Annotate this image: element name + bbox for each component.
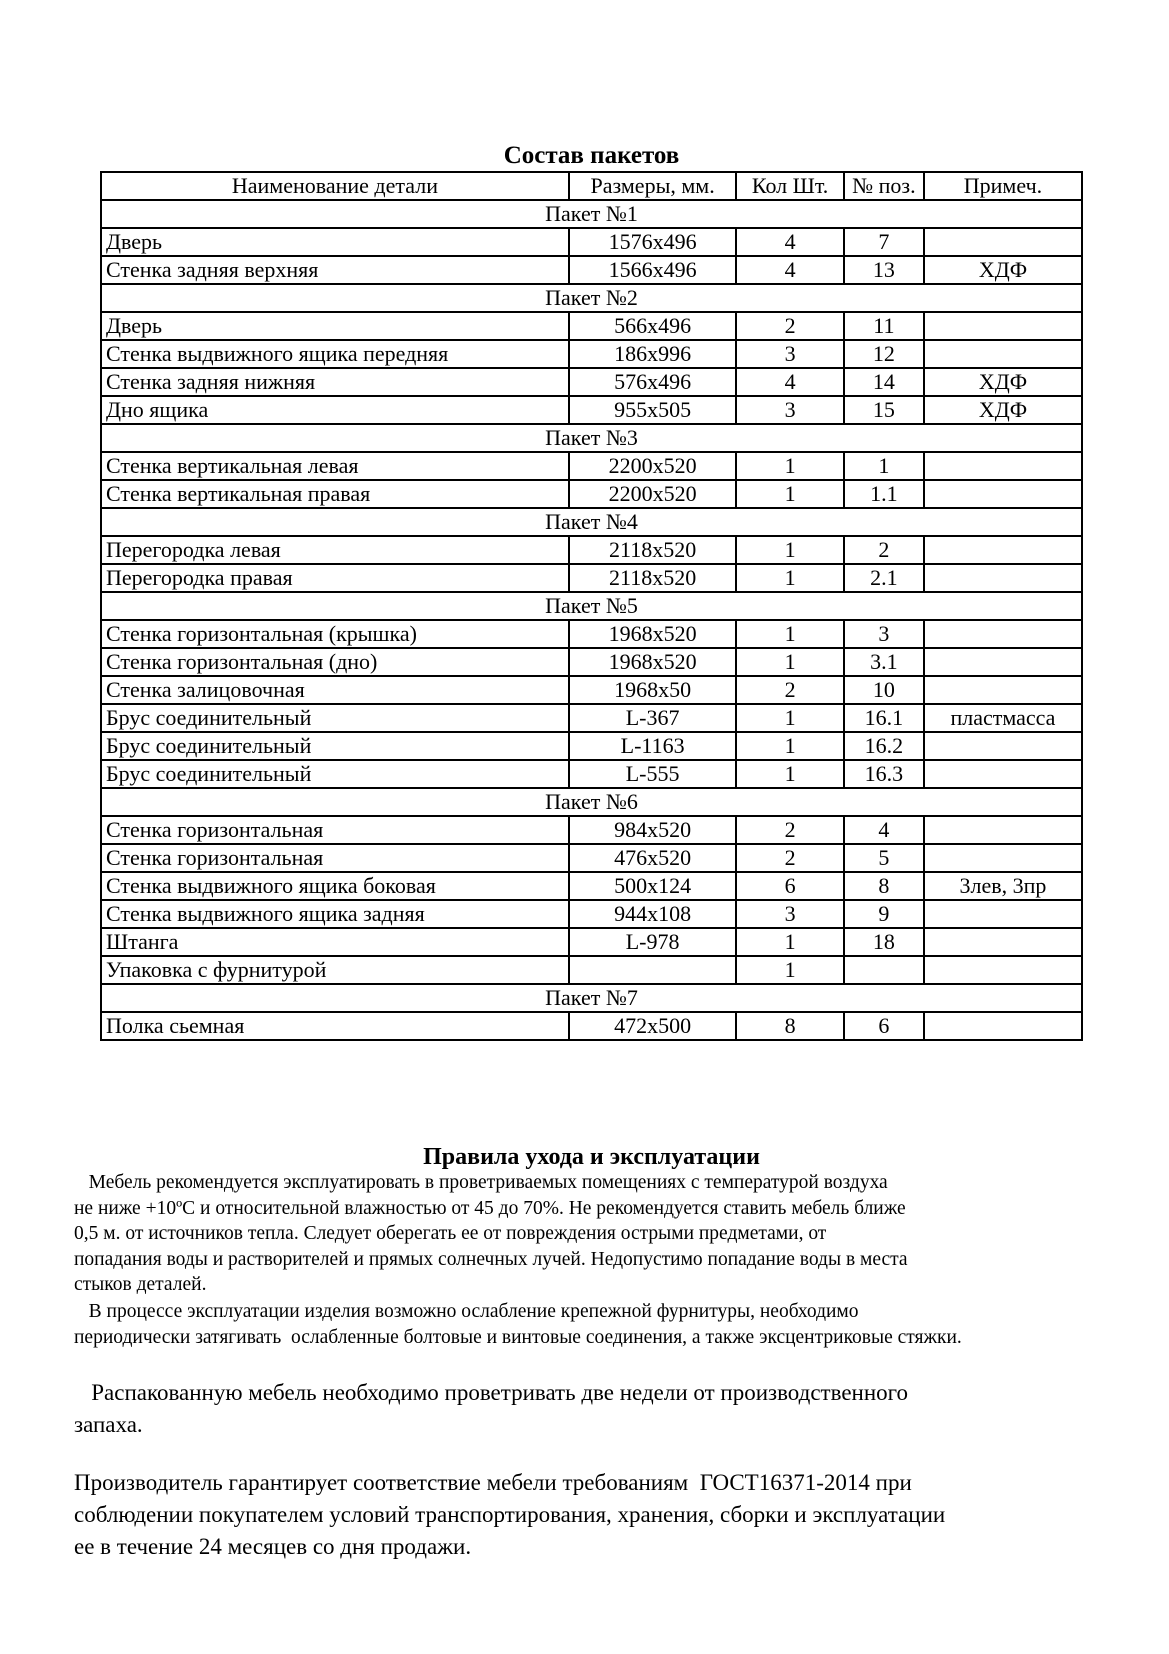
cell-qty: 2 bbox=[736, 312, 843, 340]
table-row bbox=[101, 312, 1082, 340]
group-row bbox=[101, 592, 1082, 620]
cell-qty: 3 bbox=[736, 396, 843, 424]
cell-pos: 5 bbox=[844, 844, 924, 872]
cell-note: ХДФ bbox=[924, 396, 1082, 424]
text-line: не ниже +10ºС и относительной влажностью от 45 до 70%. Не рекомендуется ставить мебель ближе bbox=[74, 1197, 906, 1219]
cell-size: 2118х520 bbox=[569, 536, 737, 564]
table-row bbox=[101, 648, 1082, 676]
header-size: Размеры, мм. bbox=[569, 172, 737, 200]
cell-qty: 1 bbox=[736, 564, 843, 592]
table-row bbox=[101, 760, 1082, 788]
airing-paragraph bbox=[74, 1377, 908, 1441]
cell-pos: 11 bbox=[844, 312, 924, 340]
cell-size: L-978 bbox=[569, 928, 737, 956]
cell-name: Брус соединительный bbox=[101, 732, 569, 760]
cell-pos: 1 bbox=[844, 452, 924, 480]
cell-note: 3лев, 3пр bbox=[924, 872, 1082, 900]
text-line: 0,5 м. от источников тепла. Следует оберегать ее от повреждения острыми предметами, от bbox=[74, 1223, 827, 1244]
cell-pos: 14 bbox=[844, 368, 924, 396]
table-row bbox=[101, 900, 1082, 928]
cell-name: Стенка выдвижного ящика передняя bbox=[101, 340, 569, 368]
cell-note bbox=[924, 732, 1082, 760]
table-row bbox=[101, 396, 1082, 424]
cell-qty: 3 bbox=[736, 900, 843, 928]
table-row bbox=[101, 704, 1082, 732]
cell-pos: 3 bbox=[844, 620, 924, 648]
cell-note bbox=[924, 340, 1082, 368]
cell-pos bbox=[844, 956, 924, 984]
cell-name: Стенка горизонтальная bbox=[101, 844, 569, 872]
group-label: Пакет №6 bbox=[101, 788, 1082, 816]
cell-size: 955х505 bbox=[569, 396, 737, 424]
cell-note: ХДФ bbox=[924, 256, 1082, 284]
cell-size: 1566х496 bbox=[569, 256, 737, 284]
cell-name: Полка сьемная bbox=[101, 1012, 569, 1040]
cell-pos: 9 bbox=[844, 900, 924, 928]
cell-size: L-367 bbox=[569, 704, 737, 732]
table-row bbox=[101, 928, 1082, 956]
cell-size: 566х496 bbox=[569, 312, 737, 340]
group-label: Пакет №7 bbox=[101, 984, 1082, 1012]
cell-note bbox=[924, 620, 1082, 648]
table-row bbox=[101, 844, 1082, 872]
cell-size: 1576х496 bbox=[569, 228, 737, 256]
cell-pos: 16.1 bbox=[844, 704, 924, 732]
cell-qty: 1 bbox=[736, 620, 843, 648]
cell-pos: 1.1 bbox=[844, 480, 924, 508]
cell-note bbox=[924, 480, 1082, 508]
cell-note bbox=[924, 956, 1082, 984]
table-row bbox=[101, 564, 1082, 592]
table-row bbox=[101, 256, 1082, 284]
cell-pos: 8 bbox=[844, 872, 924, 900]
cell-qty: 1 bbox=[736, 704, 843, 732]
cell-pos: 18 bbox=[844, 928, 924, 956]
cell-note bbox=[924, 844, 1082, 872]
cell-qty: 1 bbox=[736, 452, 843, 480]
cell-name: Стенка выдвижного ящика боковая bbox=[101, 872, 569, 900]
cell-name: Стенка задняя верхняя bbox=[101, 256, 569, 284]
group-label: Пакет №1 bbox=[101, 200, 1082, 228]
group-label: Пакет №2 bbox=[101, 284, 1082, 312]
cell-pos: 7 bbox=[844, 228, 924, 256]
cell-name: Дверь bbox=[101, 312, 569, 340]
cell-qty: 1 bbox=[736, 648, 843, 676]
table-row bbox=[101, 620, 1082, 648]
cell-size: 1968х520 bbox=[569, 648, 737, 676]
table-row bbox=[101, 956, 1082, 984]
cell-qty: 1 bbox=[736, 732, 843, 760]
group-row bbox=[101, 200, 1082, 228]
group-label: Пакет №3 bbox=[101, 424, 1082, 452]
cell-name: Перегородка правая bbox=[101, 564, 569, 592]
text-line: ее в течение 24 месяцев со дня продажи. bbox=[74, 1534, 472, 1559]
cell-size: 1968х50 bbox=[569, 676, 737, 704]
cell-qty: 2 bbox=[736, 844, 843, 872]
cell-name: Стенка задняя нижняя bbox=[101, 368, 569, 396]
table-row bbox=[101, 1012, 1082, 1040]
cell-size: 944х108 bbox=[569, 900, 737, 928]
table-row bbox=[101, 340, 1082, 368]
cell-size: 472х500 bbox=[569, 1012, 737, 1040]
cell-size: 2200х520 bbox=[569, 480, 737, 508]
cell-qty: 6 bbox=[736, 872, 843, 900]
cell-size bbox=[569, 956, 737, 984]
cell-qty: 4 bbox=[736, 256, 843, 284]
cell-note bbox=[924, 1012, 1082, 1040]
cell-qty: 1 bbox=[736, 480, 843, 508]
cell-name: Штанга bbox=[101, 928, 569, 956]
text-line: стыков деталей. bbox=[74, 1274, 207, 1295]
header-name: Наименование детали bbox=[101, 172, 569, 200]
cell-note bbox=[924, 760, 1082, 788]
cell-size: 2200х520 bbox=[569, 452, 737, 480]
cell-name: Стенка залицовочная bbox=[101, 676, 569, 704]
text-line: Распакованную мебель необходимо проветривать две недели от производственного bbox=[74, 1380, 909, 1405]
cell-pos: 15 bbox=[844, 396, 924, 424]
warranty-paragraph bbox=[74, 1467, 945, 1563]
cell-note: ХДФ bbox=[924, 368, 1082, 396]
group-row bbox=[101, 984, 1082, 1012]
table-row bbox=[101, 536, 1082, 564]
cell-pos: 10 bbox=[844, 676, 924, 704]
cell-pos: 3.1 bbox=[844, 648, 924, 676]
text-line: Производитель гарантирует соответствие мебели требованиям ГОСТ16371-2014 при bbox=[74, 1470, 912, 1495]
table-row bbox=[101, 480, 1082, 508]
cell-qty: 3 bbox=[736, 340, 843, 368]
cell-size: L-1163 bbox=[569, 732, 737, 760]
header-note: Примеч. bbox=[924, 172, 1082, 200]
cell-name: Дно ящика bbox=[101, 396, 569, 424]
cell-note bbox=[924, 676, 1082, 704]
maintenance-paragraph bbox=[74, 1299, 962, 1350]
cell-size: 500х124 bbox=[569, 872, 737, 900]
cell-pos: 2 bbox=[844, 536, 924, 564]
table-row bbox=[101, 872, 1082, 900]
cell-note: пластмасса bbox=[924, 704, 1082, 732]
table-row bbox=[101, 452, 1082, 480]
cell-note bbox=[924, 928, 1082, 956]
rules-title: Правила ухода и эксплуатации bbox=[423, 1144, 760, 1170]
cell-qty: 1 bbox=[736, 928, 843, 956]
table-row bbox=[101, 732, 1082, 760]
cell-pos: 6 bbox=[844, 1012, 924, 1040]
cell-qty: 4 bbox=[736, 368, 843, 396]
table-row bbox=[101, 368, 1082, 396]
cell-name: Стенка выдвижного ящика задняя bbox=[101, 900, 569, 928]
text-line: Мебель рекомендуется эксплуатировать в проветриваемых помещениях с температурой воздуха bbox=[74, 1172, 888, 1193]
cell-size: L-555 bbox=[569, 760, 737, 788]
group-label: Пакет №4 bbox=[101, 508, 1082, 536]
cell-qty: 1 bbox=[736, 956, 843, 984]
cell-size: 576х496 bbox=[569, 368, 737, 396]
cell-size: 186х996 bbox=[569, 340, 737, 368]
table-body bbox=[101, 200, 1082, 1040]
group-row bbox=[101, 508, 1082, 536]
header-qty: Кол Шт. bbox=[736, 172, 843, 200]
group-row bbox=[101, 284, 1082, 312]
cell-pos: 4 bbox=[844, 816, 924, 844]
cell-pos: 16.3 bbox=[844, 760, 924, 788]
cell-qty: 1 bbox=[736, 760, 843, 788]
cell-name: Брус соединительный bbox=[101, 760, 569, 788]
cell-note bbox=[924, 312, 1082, 340]
cell-qty: 1 bbox=[736, 536, 843, 564]
header-pos: № поз. bbox=[844, 172, 924, 200]
text-line: периодически затягивать ослабленные болтовые и винтовые соединения, а также эксцентриковые стяжки. bbox=[74, 1326, 962, 1348]
table-header-row bbox=[101, 172, 1082, 200]
cell-size: 2118х520 bbox=[569, 564, 737, 592]
page-title: Состав пакетов bbox=[503, 142, 680, 169]
group-row bbox=[101, 424, 1082, 452]
cell-name: Стенка горизонтальная bbox=[101, 816, 569, 844]
cell-note bbox=[924, 564, 1082, 592]
group-row bbox=[101, 788, 1082, 816]
cell-name: Брус соединительный bbox=[101, 704, 569, 732]
cell-name: Перегородка левая bbox=[101, 536, 569, 564]
cell-qty: 8 bbox=[736, 1012, 843, 1040]
cell-note bbox=[924, 536, 1082, 564]
cell-name: Упаковка с фурнитурой bbox=[101, 956, 569, 984]
cell-note bbox=[924, 228, 1082, 256]
packets-table bbox=[100, 171, 1083, 1041]
text-line: попадания воды и растворителей и прямых солнечных лучей. Недопустимо попадание воды в места bbox=[74, 1248, 908, 1270]
cell-qty: 2 bbox=[736, 816, 843, 844]
cell-name: Дверь bbox=[101, 228, 569, 256]
cell-qty: 4 bbox=[736, 228, 843, 256]
cell-pos: 13 bbox=[844, 256, 924, 284]
cell-size: 476х520 bbox=[569, 844, 737, 872]
cell-name: Стенка вертикальная левая bbox=[101, 452, 569, 480]
table-row bbox=[101, 228, 1082, 256]
care-paragraph bbox=[74, 1170, 908, 1298]
cell-note bbox=[924, 648, 1082, 676]
cell-name: Стенка горизонтальная (дно) bbox=[101, 648, 569, 676]
cell-pos: 16.2 bbox=[844, 732, 924, 760]
cell-note bbox=[924, 452, 1082, 480]
text-line: запаха. bbox=[74, 1412, 143, 1437]
cell-note bbox=[924, 900, 1082, 928]
cell-name: Стенка горизонтальная (крышка) bbox=[101, 620, 569, 648]
cell-size: 1968х520 bbox=[569, 620, 737, 648]
cell-pos: 2.1 bbox=[844, 564, 924, 592]
text-line: В процессе эксплуатации изделия возможно ослабление крепежной фурнитуры, необходимо bbox=[74, 1301, 859, 1322]
cell-pos: 12 bbox=[844, 340, 924, 368]
cell-qty: 2 bbox=[736, 676, 843, 704]
table-row bbox=[101, 676, 1082, 704]
cell-name: Стенка вертикальная правая bbox=[101, 480, 569, 508]
table-row bbox=[101, 816, 1082, 844]
text-line: соблюдении покупателем условий транспортирования, хранения, сборки и эксплуатации bbox=[74, 1502, 946, 1527]
group-label: Пакет №5 bbox=[101, 592, 1082, 620]
cell-size: 984х520 bbox=[569, 816, 737, 844]
cell-note bbox=[924, 816, 1082, 844]
